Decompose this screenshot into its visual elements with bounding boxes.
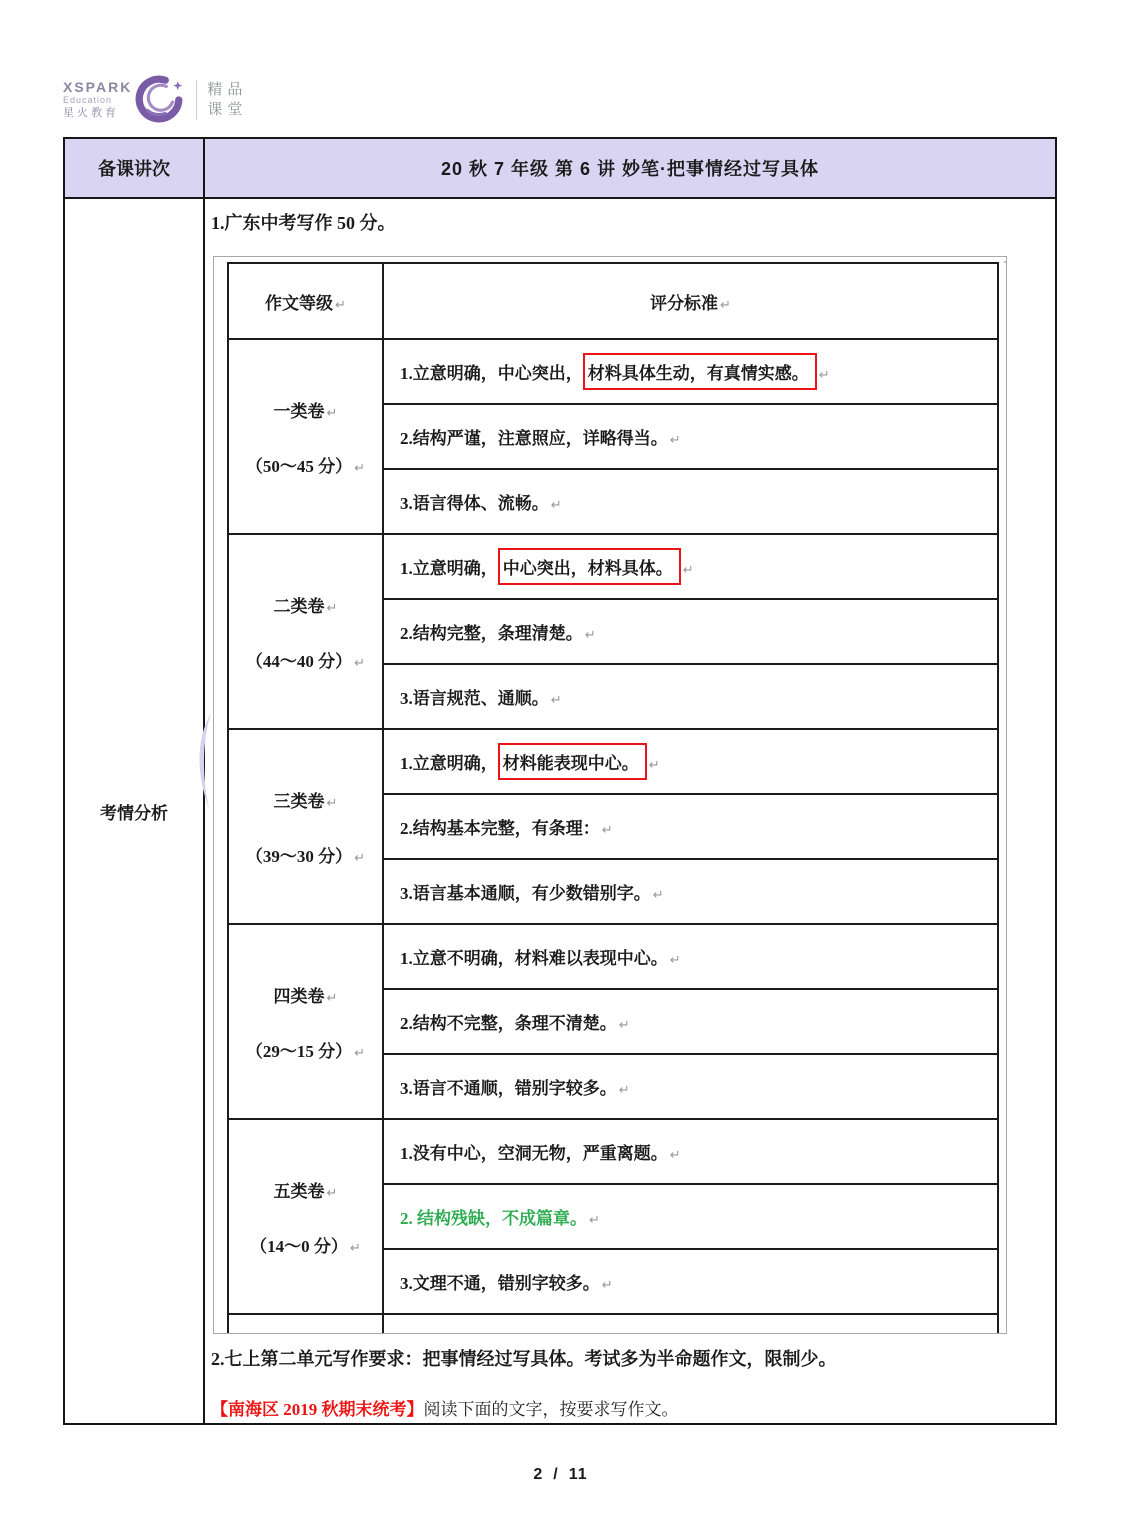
exam-source-tag: 【南海区 2019 秋期末统考】 bbox=[211, 1400, 424, 1419]
return-mark-icon: ↵ bbox=[354, 850, 366, 866]
return-mark-icon: ↵ bbox=[335, 297, 346, 313]
return-mark-icon: ↵ bbox=[669, 433, 681, 448]
page-total: 11 bbox=[568, 1466, 588, 1483]
return-mark-icon: ↵ bbox=[550, 693, 562, 708]
highlight-box: 材料具体生动，有真情实感。 bbox=[583, 353, 817, 390]
rubric-row bbox=[228, 339, 998, 404]
criteria-cell: 3.语言得体、流畅。 ↵ bbox=[383, 469, 998, 534]
return-mark-icon: ↵ bbox=[584, 628, 596, 643]
return-mark-icon: ↵ bbox=[720, 297, 731, 313]
brand-name: XSPARK bbox=[63, 79, 133, 96]
return-mark-icon: ↵ bbox=[601, 1278, 613, 1293]
criteria-cell: 3.语言不通顺，错别字较多。 ↵ bbox=[383, 1054, 998, 1119]
paragraph-exam-score: 1.广东中考写作 50 分。 bbox=[211, 213, 396, 233]
return-mark-icon: ↵ bbox=[601, 823, 613, 838]
return-mark-icon: ↵ bbox=[354, 460, 366, 476]
header-row-label: 备课讲次 bbox=[65, 139, 205, 197]
brand-subtitle: Education bbox=[63, 94, 113, 105]
section-label-exam-analysis: 考情分析 bbox=[65, 199, 205, 1423]
return-mark-icon: ↵ bbox=[550, 498, 562, 513]
return-mark-icon: ↵ bbox=[618, 1083, 630, 1098]
criteria-cell: 1.立意明确， 中心突出，材料具体。 ↵ bbox=[383, 534, 998, 599]
criteria-cell: 3.语言基本通顺，有少数错别字。 ↵ bbox=[383, 859, 998, 924]
return-mark-icon: ↵ bbox=[326, 990, 338, 1006]
rubric-header-row bbox=[228, 263, 998, 339]
lesson-plan-table bbox=[63, 137, 1057, 1425]
criteria-cell: 1.立意不明确，材料难以表现中心。 ↵ bbox=[383, 924, 998, 989]
return-mark-icon: ↵ bbox=[682, 563, 694, 578]
page-separator: / bbox=[553, 1466, 559, 1483]
grade-cell-5: 五类卷 ↵ （14～0 分） ↵ bbox=[228, 1119, 383, 1314]
paragraph-unit-requirement: 2.七上第二单元写作要求：把事情经过写具体。考试多为半命题作文，限制少。 bbox=[211, 1349, 837, 1369]
criteria-cell: 2.结构基本完整，有条理： ↵ bbox=[383, 794, 998, 859]
rubric-frame bbox=[213, 256, 1007, 1334]
grading-rubric-table bbox=[227, 262, 999, 1334]
rubric-row bbox=[228, 534, 998, 599]
return-mark-icon: ↵ bbox=[589, 1213, 600, 1228]
rubric-col1-header: 作文等级 ↵ bbox=[228, 263, 383, 339]
grade-cell-3: 三类卷 ↵ （39～30 分） ↵ bbox=[228, 729, 383, 924]
return-mark-icon: ↵ bbox=[349, 1240, 361, 1256]
logo-divider bbox=[196, 80, 197, 120]
return-mark-icon: ↵ bbox=[669, 1148, 681, 1163]
rubric-col2-header: 评分标准 ↵ bbox=[383, 263, 998, 339]
page-number bbox=[0, 1466, 1121, 1484]
grade-cell-2: 二类卷 ↵ （44～40 分） ↵ bbox=[228, 534, 383, 729]
highlight-box: 中心突出，材料具体。 bbox=[498, 548, 681, 585]
grade-cell-4: 四类卷 ↵ （29～15 分） ↵ bbox=[228, 924, 383, 1119]
criteria-cell: 1.立意明确，中心突出， 材料具体生动，有真情实感。 ↵ bbox=[383, 339, 998, 404]
return-mark-icon: ↵ bbox=[652, 888, 664, 903]
criteria-cell: 1.没有中心，空洞无物，严重离题。 ↵ bbox=[383, 1119, 998, 1184]
brand-tagline bbox=[207, 80, 247, 121]
brand-name-cn: 星火教育 bbox=[63, 107, 119, 120]
lesson-header-row bbox=[65, 139, 1055, 199]
lesson-body-row bbox=[65, 199, 1055, 1423]
return-mark-icon: ↵ bbox=[326, 405, 338, 421]
spark-swirl-icon bbox=[134, 75, 184, 125]
rubric-row bbox=[228, 924, 998, 989]
return-mark-icon: ↵ bbox=[354, 1045, 366, 1061]
paragraph-exam-source bbox=[211, 1395, 679, 1420]
exam-instruction: 阅读下面的文字，按要求写作文。 bbox=[423, 1400, 679, 1419]
rubric-row bbox=[228, 729, 998, 794]
return-mark-icon: ↵ bbox=[326, 600, 338, 616]
criteria-cell: 2.结构不完整，条理不清楚。 ↵ bbox=[383, 989, 998, 1054]
criteria-cell: 1.立意明确， 材料能表现中心。 ↵ bbox=[383, 729, 998, 794]
rubric-row bbox=[228, 1119, 998, 1184]
criteria-cell: 2.结构严谨，注意照应，详略得当。 ↵ bbox=[383, 404, 998, 469]
grade-cell-1: 一类卷 ↵ （50～45 分） ↵ bbox=[228, 339, 383, 534]
rubric-row-clipped bbox=[228, 1314, 998, 1334]
brand-logo bbox=[63, 72, 247, 128]
tagline-line1: 精品 bbox=[207, 80, 248, 98]
tagline-line2: 课堂 bbox=[207, 101, 248, 118]
brand-text bbox=[63, 80, 132, 120]
section-content bbox=[205, 199, 1055, 1423]
return-mark-icon: ↵ bbox=[326, 795, 338, 811]
criteria-cell: 3.语言规范、通顺。 ↵ bbox=[383, 664, 998, 729]
table-handle-mark bbox=[1004, 261, 1007, 263]
criteria-cell-green: 2. 结构残缺，不成篇章。 ↵ bbox=[383, 1184, 998, 1249]
return-mark-icon: ↵ bbox=[648, 758, 660, 773]
lesson-title: 20 秋 7 年级 第 6 讲 妙笔·把事情经过写具体 bbox=[440, 159, 820, 179]
page-current: 2 bbox=[533, 1466, 544, 1483]
return-mark-icon: ↵ bbox=[618, 1018, 630, 1033]
return-mark-icon: ↵ bbox=[354, 655, 366, 671]
return-mark-icon: ↵ bbox=[326, 1185, 338, 1201]
criteria-cell: 3.文理不通，错别字较多。 ↵ bbox=[383, 1249, 998, 1314]
return-mark-icon: ↵ bbox=[669, 953, 681, 968]
return-mark-icon: ↵ bbox=[818, 368, 830, 383]
criteria-cell: 2.结构完整，条理清楚。 ↵ bbox=[383, 599, 998, 664]
highlight-box: 材料能表现中心。 bbox=[498, 743, 647, 780]
